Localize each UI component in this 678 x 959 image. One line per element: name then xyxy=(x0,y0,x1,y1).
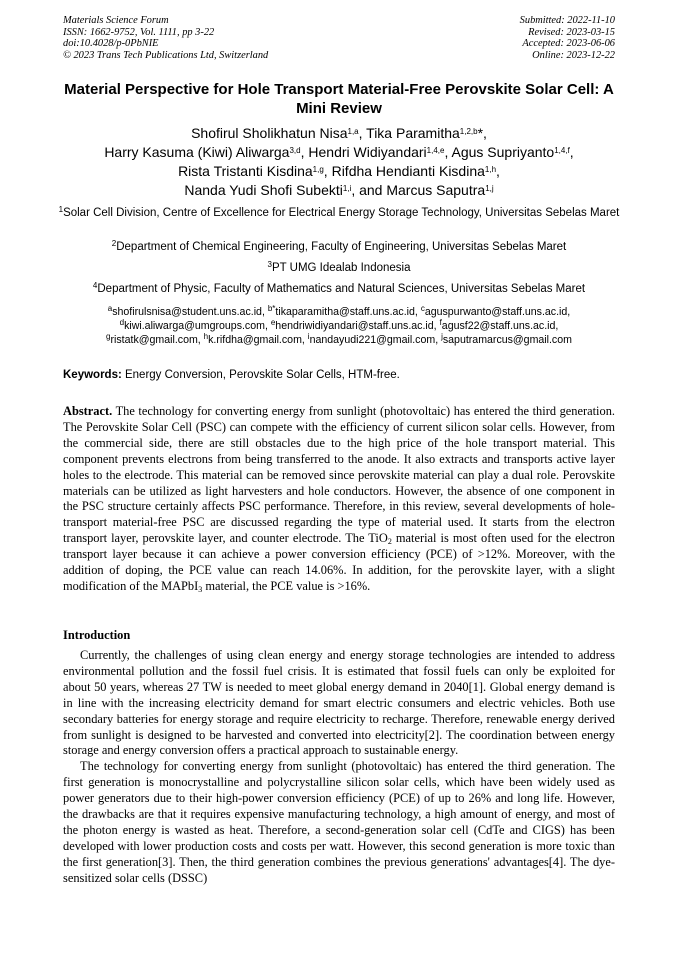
submitted-date: Submitted: 2022-11-10 xyxy=(519,15,615,26)
email-address: agusf22@staff.uns.ac.id xyxy=(441,320,556,332)
keywords xyxy=(63,368,623,383)
author-name: Agus Supriyanto xyxy=(451,144,555,160)
abstract-text-2: material is most often used for the electron transport layer because it can achieve a power conversion efficiency (PCE) of >12%. Moreover, with the addition of doping, the PCE value can reach 14.06%. In addition, for the perovskite layer, with a slight modification of the MAPbI xyxy=(63,531,615,593)
author-name: Rifdha Hendianti Kisdina xyxy=(331,163,485,179)
author-affiliation-marker: 3,d xyxy=(289,146,301,155)
author xyxy=(184,182,386,198)
email-marker: a xyxy=(107,304,113,313)
affiliation-1 xyxy=(55,206,623,221)
email-address: aguspurwanto@staff.uns.ac.id xyxy=(424,306,568,318)
abstract xyxy=(63,404,615,595)
journal-doi: doi:10.4028/p-0PbNIE xyxy=(63,38,159,50)
separator: , xyxy=(358,125,367,141)
author-name: Rista Tristanti Kisdina xyxy=(178,163,313,179)
email-address: shofirulsnisa@student.uns.ac.id xyxy=(112,306,262,318)
email-address: hendriwidiyandari@staff.uns.ac.id xyxy=(275,320,434,332)
separator: , xyxy=(197,334,204,346)
author-affiliation-marker: 1,j xyxy=(485,184,494,193)
email-entry xyxy=(108,306,268,318)
abstract-text-3: material, the PCE value is >16%. xyxy=(202,578,371,593)
affiliation-text: Department of Chemical Engineering, Faculty of Engineering, Universitas Sebelas Maret xyxy=(116,241,567,253)
abstract-label: Abstract. xyxy=(63,404,113,418)
paper-title: Material Perspective for Hole Transport Material-Free Perovskite Solar Cell: A Mini Review xyxy=(64,81,614,117)
email-list xyxy=(50,305,628,347)
separator: , xyxy=(569,144,574,160)
email-marker: g xyxy=(106,332,111,341)
author-name: Harry Kasuma (Kiwi) Aliwarga xyxy=(104,144,290,160)
author-affiliation-marker: 1,h xyxy=(484,165,497,174)
publication-dates xyxy=(520,15,615,61)
email-entry xyxy=(204,334,308,346)
affiliation-text: Solar Cell Division, Centre of Excellence for Electrical Energy Storage Technology, Universitas Sebelas Maret xyxy=(63,207,620,219)
journal-copyright: © 2023 Trans Tech Publications Ltd, Switzerland xyxy=(63,49,269,61)
separator: , xyxy=(301,334,308,346)
author-affiliation-marker: 1,4,e xyxy=(426,146,445,155)
author xyxy=(178,163,332,179)
author xyxy=(191,125,366,141)
abstract-subscript-1: 2 xyxy=(387,537,392,547)
author-affiliation-marker: 1,4,f xyxy=(554,146,570,155)
separator: , and xyxy=(351,182,387,198)
email-marker: i xyxy=(307,332,310,341)
email-marker: d xyxy=(119,318,125,327)
separator: , xyxy=(300,144,309,160)
separator: , xyxy=(444,144,452,160)
separator: , xyxy=(264,320,271,332)
journal-name: Materials Science Forum xyxy=(63,15,169,26)
separator: , xyxy=(414,306,421,318)
introduction-heading: Introduction xyxy=(63,628,131,642)
author-affiliation-marker: 1,g xyxy=(312,165,324,174)
email-entry xyxy=(120,320,271,332)
email-marker: j xyxy=(441,332,443,341)
email-address: saputramarcus@gmail.com xyxy=(442,334,572,346)
affiliation-4 xyxy=(55,282,623,297)
affiliation-2 xyxy=(55,240,623,255)
author-affiliation-marker: 1,i xyxy=(342,184,352,193)
author-name: Marcus Saputra xyxy=(386,182,486,198)
author-affiliation-marker: 1,2,b xyxy=(459,127,478,136)
introduction-paragraph: The technology for converting energy from sunlight (photovoltaic) has entered the third generation. The first generation is monocrystalline and polycrystalline silicon solar cells, which have been widely used as power generators due to their high-power conversion efficiency (PCE) of up to 26% and long life. However, the drawbacks are that it requires expensive manufacturing technology, a high amount of energy, and most of the photon energy is wasted as heat. Therefore, a second-generation solar cell (CdTe and CIGS) has been developed with lower production costs and costs per watt. However, this second generation is more toxic than the first generation[3]. Then, the third generation combines the previous generations' advantages[4]. The dye-sensitized solar cells (DSSC) xyxy=(63,759,615,885)
affiliation-marker: 2 xyxy=(111,239,117,248)
email-entry xyxy=(441,334,572,346)
author xyxy=(366,125,487,141)
email-marker: b* xyxy=(267,304,276,313)
abstract-text-1: The technology for converting energy from sunlight (photovoltaic) has entered the third generation. The Perovskite Solar Cell (PSC) can compete with the efficiency of current silicon solar cells. However, from the commercial side, there are still obstacles due to the high price of the hole transport material. This component prevents electrons from being transferred to the anode. It also extracts and transports active layer holes to the electrode. This material can be removed since perovskite material can play a dual role. Perovskite materials can be utilized as light harvesters and hole conductors. However, the absence of one component in the PSC structure certainly affects PSC performance. Therefore, in this review, several developments of hole-transport material-free PSC are discussed regarding the type of material used. It starts from the electron transport layer, perovskite layer, and counter electrode. The TiO xyxy=(63,404,615,546)
email-entry xyxy=(271,320,440,332)
author-affiliation-marker: 1,a xyxy=(347,127,359,136)
email-entry xyxy=(268,306,421,318)
email-address: ristatk@gmail.com xyxy=(110,334,198,346)
affiliation-marker: 4 xyxy=(92,281,98,290)
affiliation-3 xyxy=(55,261,623,276)
separator: , xyxy=(433,320,440,332)
email-marker: c xyxy=(420,304,425,313)
online-date: Online: 2023-12-22 xyxy=(532,49,615,61)
author xyxy=(386,182,493,198)
separator: *, xyxy=(477,125,487,141)
email-address: kiwi.aliwarga@umgroups.com xyxy=(124,320,265,332)
author-name: Shofirul Sholikhatun Nisa xyxy=(191,125,348,141)
author-name: Tika Paramitha xyxy=(366,125,460,141)
email-address: tikaparamitha@staff.uns.ac.id xyxy=(275,306,415,318)
introduction-body xyxy=(63,648,615,887)
email-marker: e xyxy=(270,318,276,327)
journal-issn: ISSN: 1662-9752, Vol. 1111, pp 3-22 xyxy=(63,26,215,38)
affiliation-text: PT UMG Idealab Indonesia xyxy=(271,262,411,274)
affiliation-marker: 3 xyxy=(267,260,272,269)
email-entry xyxy=(421,306,570,318)
separator: , xyxy=(323,163,332,179)
separator: , xyxy=(555,320,559,332)
keywords-label: Keywords: xyxy=(63,369,122,381)
email-marker: f xyxy=(439,318,442,327)
email-entry xyxy=(440,320,559,332)
author-name: Hendri Widiyandari xyxy=(308,144,427,160)
separator: , xyxy=(567,306,571,318)
introduction-paragraph: Currently, the challenges of using clean energy and energy storage technologies are intended to address environmental pollution and the fossil fuel crisis. It is estimated that fossil fuels can only be exploited for about 50 years, whereas 27 TW is needed to meet global energy demand in 2040[1]. Global energy demand is in line with the increasing electricity demand for smart electric consumers and electric vehicles. Both use secondary batteries for energy storage and require electricity to recharge. Therefore, renewable energy derived from sunlight is designed to be harvested and converted into electricity[2]. The coordination between energy storage and energy conversion offers a practical approach to sustainable energy. xyxy=(63,648,615,758)
author-list xyxy=(40,124,638,200)
accepted-date: Accepted: 2023-06-06 xyxy=(522,38,615,50)
email-marker: h xyxy=(203,332,209,341)
author xyxy=(104,144,308,160)
separator: , xyxy=(261,306,268,318)
separator: , xyxy=(496,163,500,179)
revised-date: Revised: 2023-03-15 xyxy=(528,26,615,38)
affiliation-marker: 1 xyxy=(58,205,64,214)
abstract-subscript-2: 3 xyxy=(198,584,203,594)
email-entry xyxy=(308,334,441,346)
keywords-text: Energy Conversion, Perovskite Solar Cells, HTM-free. xyxy=(121,369,400,381)
email-address: k.rifdha@gmail.com xyxy=(208,334,302,346)
email-address: nandayudi221@gmail.com xyxy=(309,334,436,346)
separator: , xyxy=(435,334,442,346)
author-name: Nanda Yudi Shofi Subekti xyxy=(184,182,343,198)
author xyxy=(332,163,500,179)
affiliation-text: Department of Physic, Faculty of Mathematics and Natural Sciences, Universitas Sebelas Maret xyxy=(97,283,586,295)
email-entry xyxy=(106,334,204,346)
journal-info xyxy=(63,15,268,61)
author xyxy=(308,144,451,160)
author xyxy=(451,144,573,160)
